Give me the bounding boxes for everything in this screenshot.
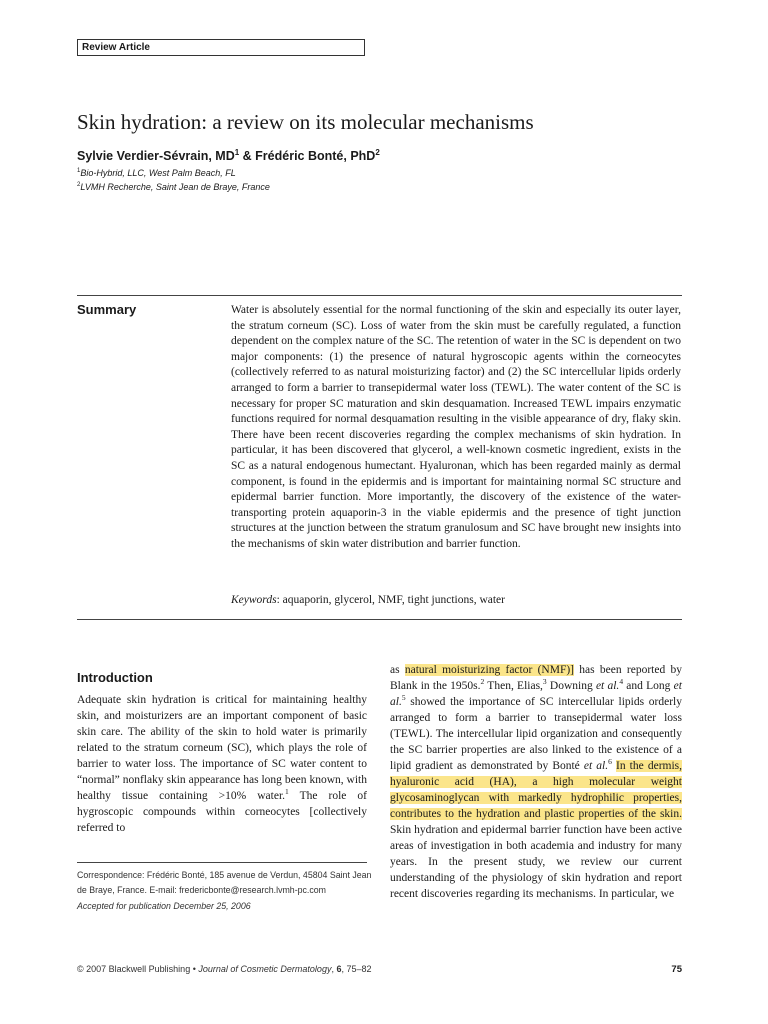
- journal-pages: , 75–82: [341, 964, 372, 974]
- keywords-line: [231, 594, 505, 606]
- body-text: showed the importance of SC intercellular lipids orderly arranged to form a barrier to transepidermal water loss (TEWL). The intercellular lipid organization and consequently the SC barrier properties are also linked to the existence of a lipid gradient as demonstrated by Bonté: [390, 696, 682, 772]
- author-separator: &: [242, 149, 252, 164]
- summary-abstract: Water is absolutely essential for the normal functioning of the skin and especially its outer layer, the stratum corneum (SC). Loss of water from the skin must be carefully regulated, a function dependent on the complex nature of the SC. The retention of water in the SC is dependent on two major components: (1) the presence of natural hygroscopic agents within the corneocytes (collectively referred to as natural moisturizing factor) and (2) the SC intercellular lipids orderly arranged to form a barrier to transepidermal water loss (TEWL). The water content of the SC is necessary for proper SC maturation and skin desquamation. Increased TEWL impairs enzymatic functions required for normal desquamation resulting in the visible appearance of dry, flaky skin. There have been recent discoveries regarding the complex mechanisms of skin hydration. In particular, it has been discovered that glycerol, a well-known cosmetic ingredient, exists in the SC as a natural endogenous humectant. Hyaluronan, which has been regarded mainly as dermal component, is found in the epidermis and is important for maintaining normal SC structure and epidermal barrier function. More importantly, the discovery of the existence of the water-transporting protein aquaporin-3 in the viable epidermis and the presence of tight junction structures at the junction between the stratum granulosum and SC have brought new insights into the mechanisms of skin water distribution and barrier function.: [231, 304, 681, 550]
- citation-ref: 6: [608, 757, 612, 767]
- footnote-divider: [77, 862, 367, 863]
- affiliation-text: LVMH Recherche, Saint Jean de Braye, France: [80, 182, 270, 192]
- footer-bullet: •: [192, 964, 196, 974]
- body-text: The role of hygroscopic compounds within corneocytes [collectively referred to: [77, 790, 367, 834]
- keywords-label: Keywords: [231, 594, 277, 606]
- affiliation: [77, 168, 236, 178]
- introduction-heading: Introduction: [77, 670, 153, 685]
- page-number: 75: [671, 964, 682, 975]
- body-text: and Long: [623, 680, 674, 692]
- citation-ref: 5: [401, 693, 406, 703]
- body-text: Then, Elias,: [484, 680, 543, 692]
- journal-name: Journal of Cosmetic Dermatology: [198, 964, 332, 974]
- introduction-column-right: [390, 662, 682, 902]
- summary-top-divider: [77, 295, 682, 296]
- highlighted-text: In the dermis, hyaluronic acid (HA), a high molecular weight glycosaminoglycan with markedly hydrophilic properties, contributes to the hydration and plastic properties of the skin.: [390, 760, 683, 820]
- author-line: [77, 148, 380, 163]
- citation-ref: 4: [619, 677, 624, 687]
- affiliation-number: 1: [77, 168, 81, 174]
- keywords-list: : aquaporin, glycerol, NMF, tight junctions, water: [276, 594, 505, 606]
- article-type-label: Review Article: [77, 39, 365, 56]
- affiliation-marker: 2: [375, 148, 380, 157]
- citation-ref: 2: [480, 677, 485, 687]
- citation-ref: 3: [542, 677, 547, 687]
- correspondence-note: Correspondence: Frédéric Bonté, 185 avenue de Verdun, 45804 Saint Jean de Braye, France. E-mail: fredericbonte@research.lvmh-pc.com: [77, 870, 372, 895]
- copyright-text: © 2007 Blackwell Publishing: [77, 964, 191, 974]
- et-al: et al.: [583, 760, 609, 772]
- paper-title: Skin hydration: a review on its molecular mechanisms: [77, 110, 534, 134]
- citation-ref: 1: [285, 787, 289, 797]
- journal-volume: 6: [336, 964, 342, 974]
- author-name: Frédéric Bonté, PhD: [255, 149, 376, 164]
- body-text: as: [390, 664, 405, 676]
- accepted-date-note: Accepted for publication December 25, 2006: [77, 901, 251, 911]
- affiliation-number: 2: [77, 182, 81, 188]
- et-al: et al.: [595, 680, 620, 692]
- highlighted-text: natural moisturizing factor (NMF)]: [404, 664, 575, 676]
- affiliation-text: Bio-Hybrid, LLC, West Palm Beach, FL: [80, 168, 236, 178]
- author-name: Sylvie Verdier-Sévrain, MD: [77, 149, 235, 164]
- body-text: Skin hydration and epidermal barrier function have been active areas of investigation in both academia and industry for many years. In the present study, we review our current understanding of the physiology of skin hydration and report recent discoveries regarding its mechanisms. In particular, we: [390, 824, 682, 900]
- affiliation: [77, 182, 270, 192]
- body-text: Adequate skin hydration is critical for maintaining healthy skin, and moisturizers are an important component of basic skin care. The ability of the skin to hold water is primarily related to the stratum corneum (SC), which plays the role of barrier to water loss. The importance of SC water content to “normal” nonflaky skin appearance has long been known, with healthy tissue containing >10% water.: [77, 694, 367, 802]
- summary-heading: Summary: [77, 302, 137, 317]
- introduction-column-left: [77, 692, 367, 836]
- et-al: et al.: [390, 680, 682, 708]
- page-footer-citation: © 2007 Blackwell Publishing • Journal of Cosmetic Dermatology, 6, 75–82: [77, 964, 372, 974]
- affiliation-marker: 1: [234, 148, 240, 157]
- summary-bottom-divider: [77, 619, 682, 620]
- body-text: has been reported by Blank in the 1950s.: [390, 664, 682, 692]
- body-text: Downing: [546, 680, 596, 692]
